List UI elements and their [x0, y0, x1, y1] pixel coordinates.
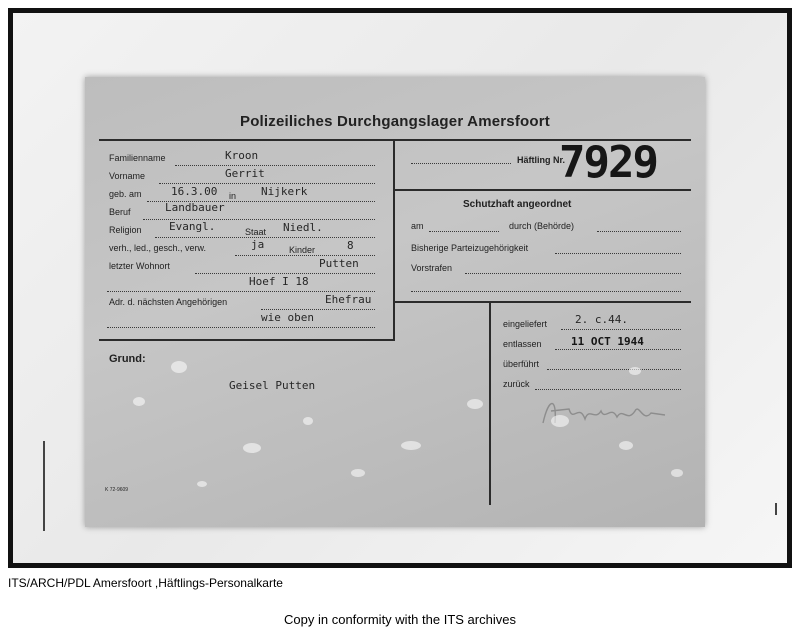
verh-value: ja: [251, 238, 265, 251]
beruf-label: Beruf: [109, 207, 131, 217]
document-photo: [8, 8, 792, 568]
ueberfuehrt-dots: [547, 369, 681, 370]
angehoerige-value-1: Ehefrau: [325, 293, 372, 306]
entlassen-dots: [555, 349, 681, 350]
religion-value: Evangl.: [169, 220, 216, 233]
wear-speck: [243, 443, 261, 453]
geb-datum-value: 16.3.00: [171, 185, 218, 198]
partei-dots: [555, 253, 681, 254]
vorname-dots: [159, 183, 375, 184]
schutzhaft-am-dots: [429, 231, 499, 232]
photo-background: [13, 13, 787, 563]
handwritten-signature: [539, 393, 679, 433]
wear-speck: [551, 415, 569, 427]
schutzhaft-heading: Schutzhaft angeordnet: [463, 199, 572, 210]
staat-value: Niedl.: [283, 221, 323, 234]
zurueck-label: zurück: [503, 379, 530, 389]
wohnort-value-1: Putten: [319, 257, 359, 270]
personal-card: [85, 77, 705, 527]
right-middle-rule: [395, 301, 691, 303]
wear-speck: [467, 399, 483, 409]
vorname-label: Vorname: [109, 171, 146, 181]
wear-speck: [133, 397, 145, 406]
kinder-label: Kinder: [289, 245, 316, 255]
wohnort-dots-2: [107, 291, 375, 292]
wohnort-value-2: Hoef I 18: [249, 275, 309, 288]
geb-in-label: in: [229, 191, 237, 201]
angehoerige-dots-1: [261, 309, 375, 310]
haeftling-number: 7929: [559, 137, 657, 188]
ueberfuehrt-label: überführt: [503, 359, 540, 369]
wear-speck: [619, 441, 633, 450]
entlassen-stamp: 11 OCT 1944: [571, 335, 644, 348]
wear-speck: [671, 469, 683, 477]
center-divider: [393, 139, 395, 341]
staat-label: Staat: [245, 227, 267, 237]
eingeliefert-value: 2. c.44.: [575, 313, 628, 326]
wear-speck: [303, 417, 313, 425]
wear-speck: [351, 469, 365, 477]
geb-label: geb. am: [109, 189, 142, 199]
wear-speck: [197, 481, 207, 487]
right-divider-rule: [395, 189, 691, 191]
wear-speck: [629, 367, 641, 375]
kinder-value: 8: [347, 239, 354, 252]
angehoerige-dots-2: [107, 327, 375, 328]
zurueck-dots: [535, 389, 681, 390]
source-caption: ITS/ARCH/PDL Amersfoort ,Häftlings-Personalkarte: [8, 576, 283, 590]
haeftling-label: Häftling Nr.: [517, 155, 566, 165]
schutzhaft-am-label: am: [411, 221, 424, 231]
familienname-label: Familienname: [109, 153, 166, 163]
form-code: K 72-9609: [105, 487, 129, 493]
wohnort-dots-1: [195, 273, 375, 274]
familienname-value: Kroon: [225, 149, 259, 162]
schutzhaft-durch-label: durch (Behörde): [509, 221, 575, 231]
left-box-bottom-rule: [99, 339, 395, 341]
beruf-value: Landbauer: [165, 201, 225, 214]
haeftling-dots-left: [411, 163, 511, 164]
religion-label: Religion: [109, 225, 142, 235]
conformity-caption: Copy in conformity with the ITS archives: [284, 612, 516, 627]
partei-label: Bisherige Parteizugehörigkeit: [411, 243, 529, 253]
angehoerige-label: Adr. d. nächsten Angehörigen: [109, 297, 228, 307]
edge-mark-right: [775, 503, 777, 515]
familienname-dots: [175, 165, 375, 166]
grund-value: Geisel Putten: [229, 379, 316, 392]
entlassen-label: entlassen: [503, 339, 542, 349]
schutzhaft-durch-dots: [597, 231, 681, 232]
vorstrafen-dots: [465, 273, 681, 274]
vorstrafen-dots-2: [411, 291, 681, 292]
angehoerige-value-2: wie oben: [261, 311, 314, 324]
geb-ort-value: Nijkerk: [261, 185, 308, 198]
eingeliefert-label: eingeliefert: [503, 319, 548, 329]
grund-label: Grund:: [109, 353, 146, 365]
card-title: Polizeiliches Durchgangslager Amersfoort: [239, 113, 551, 130]
verh-label: verh., led., gesch., verw.: [109, 243, 207, 253]
transfer-divider: [489, 303, 491, 505]
edge-mark-left: [43, 441, 45, 531]
vorname-value: Gerrit: [225, 167, 265, 180]
verh-dots: [235, 255, 375, 256]
wohnort-label: letzter Wohnort: [109, 261, 170, 271]
religion-dots: [155, 237, 375, 238]
vorstrafen-label: Vorstrafen: [411, 263, 453, 273]
wear-speck: [401, 441, 421, 450]
eingeliefert-dots: [561, 329, 681, 330]
wear-speck: [171, 361, 187, 373]
